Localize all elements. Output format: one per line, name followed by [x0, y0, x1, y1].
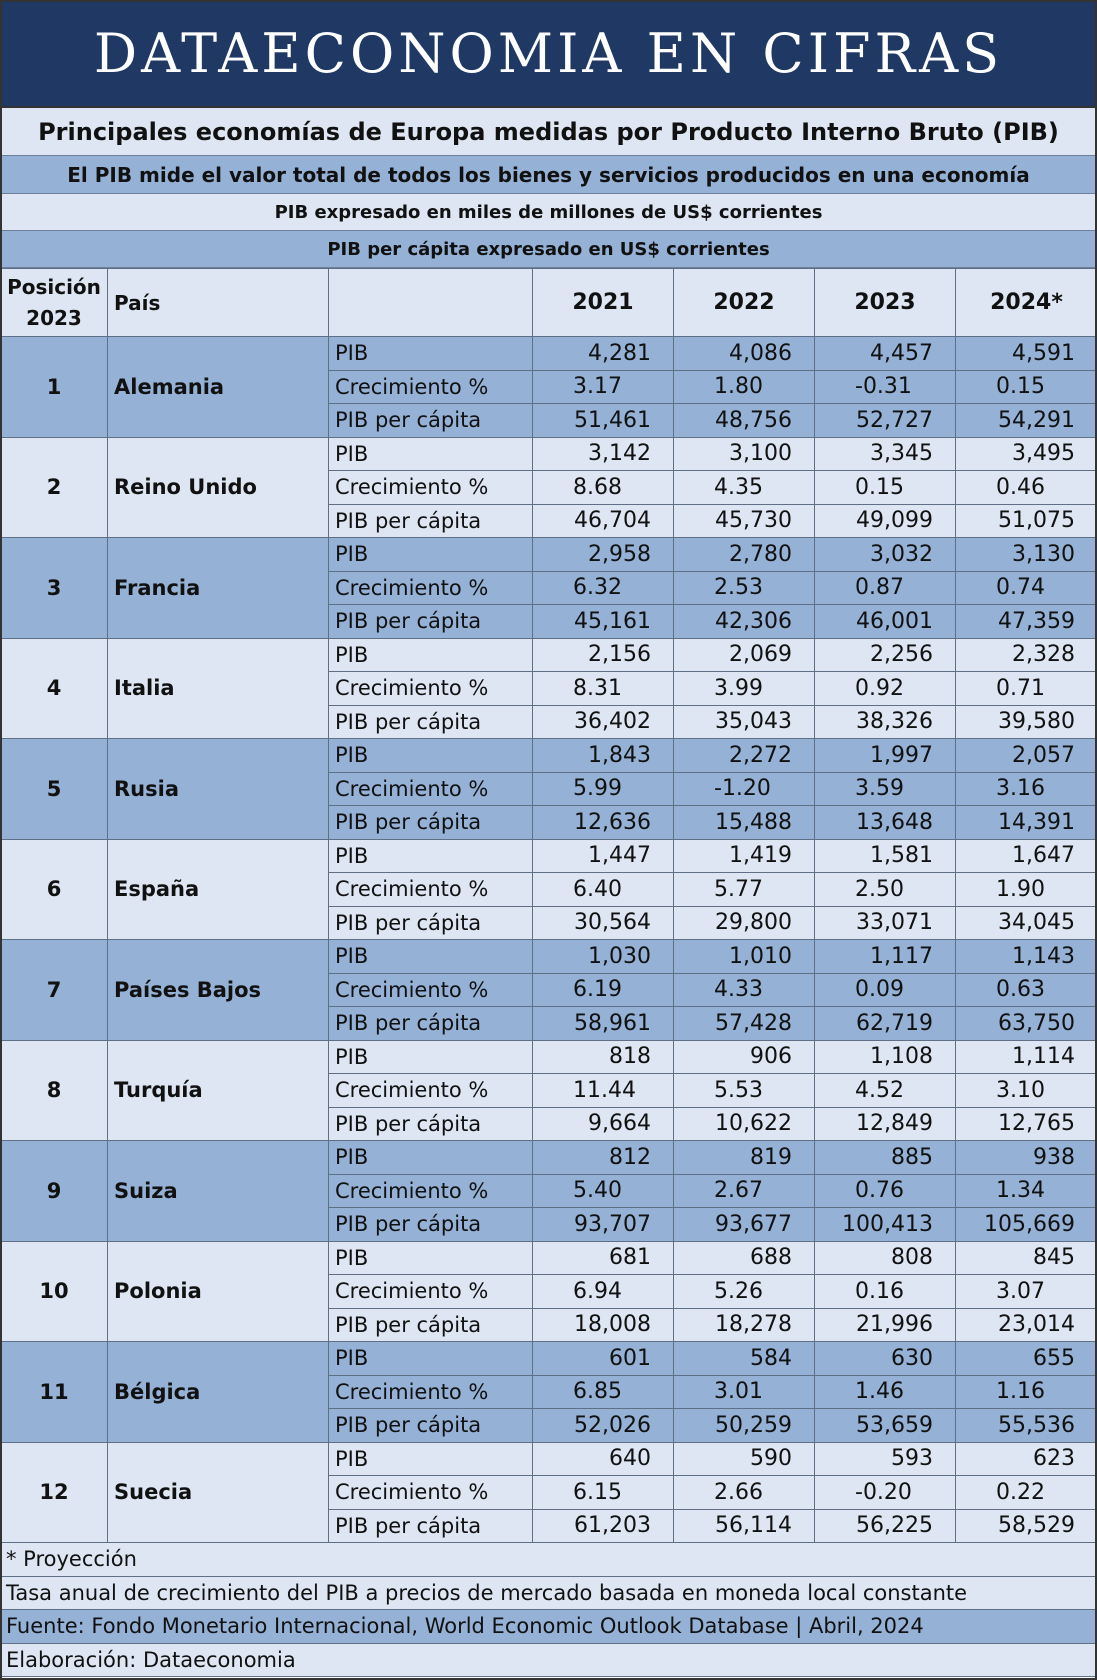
- value-cell: 30,564: [533, 906, 674, 940]
- value-cell: 655: [956, 1342, 1097, 1376]
- value-cell: 58,529: [956, 1509, 1097, 1543]
- value-cell: 49,099: [815, 504, 956, 538]
- value-cell: 6.32: [533, 571, 674, 605]
- value-cell: 0.46: [956, 471, 1097, 505]
- value-cell: 6.85: [533, 1375, 674, 1409]
- value-cell: 630: [815, 1342, 956, 1376]
- country-cell: Italia: [108, 638, 329, 739]
- value-cell: 53,659: [815, 1409, 956, 1443]
- value-cell: 2,057: [956, 739, 1097, 773]
- value-cell: 5.77: [674, 873, 815, 907]
- value-cell: 12,636: [533, 806, 674, 840]
- description: El PIB mide el valor total de todos los bienes y servicios producidos en una economía: [0, 156, 1097, 194]
- value-cell: 33,071: [815, 906, 956, 940]
- country-cell: Francia: [108, 538, 329, 639]
- rank-cell: 9: [1, 1141, 108, 1242]
- value-cell: 45,730: [674, 504, 815, 538]
- table-row: [1, 1342, 1097, 1376]
- value-cell: 36,402: [533, 705, 674, 739]
- metric-label: Crecimiento %: [329, 1476, 533, 1510]
- value-cell: 14,391: [956, 806, 1097, 840]
- value-cell: 3.99: [674, 672, 815, 706]
- value-cell: 51,075: [956, 504, 1097, 538]
- table-row: [1, 638, 1097, 672]
- value-cell: 3,032: [815, 538, 956, 572]
- value-cell: 50,259: [674, 1409, 815, 1443]
- value-cell: 0.92: [815, 672, 956, 706]
- value-cell: 2.67: [674, 1174, 815, 1208]
- metric-label: PIB: [329, 1040, 533, 1074]
- value-cell: 3.17: [533, 370, 674, 404]
- value-cell: 5.99: [533, 772, 674, 806]
- value-cell: 0.87: [815, 571, 956, 605]
- value-cell: 4,281: [533, 337, 674, 371]
- value-cell: 18,278: [674, 1308, 815, 1342]
- footnote-credit: Elaboración: Dataeconomia: [0, 1644, 1097, 1678]
- value-cell: 0.15: [815, 471, 956, 505]
- rank-cell: 3: [1, 538, 108, 639]
- value-cell: 29,800: [674, 906, 815, 940]
- value-cell: 1,843: [533, 739, 674, 773]
- country-cell: Bélgica: [108, 1342, 329, 1443]
- value-cell: 0.15: [956, 370, 1097, 404]
- metric-label: Crecimiento %: [329, 370, 533, 404]
- metric-label: Crecimiento %: [329, 672, 533, 706]
- metric-label: PIB per cápita: [329, 1509, 533, 1543]
- value-cell: 52,026: [533, 1409, 674, 1443]
- table-row: [1, 1040, 1097, 1074]
- value-cell: 100,413: [815, 1208, 956, 1242]
- value-cell: 46,001: [815, 605, 956, 639]
- country-cell: Suecia: [108, 1442, 329, 1543]
- value-cell: 4.33: [674, 973, 815, 1007]
- footnote-growth: Tasa anual de crecimiento del PIB a precios de mercado basada en moneda local constante: [0, 1577, 1097, 1611]
- value-cell: 58,961: [533, 1007, 674, 1041]
- value-cell: 0.16: [815, 1275, 956, 1309]
- table-row: [1, 1241, 1097, 1275]
- metric-label: Crecimiento %: [329, 873, 533, 907]
- metric-label: PIB per cápita: [329, 605, 533, 639]
- value-cell: 1,117: [815, 940, 956, 974]
- col-header-country: País: [108, 269, 329, 337]
- value-cell: 0.71: [956, 672, 1097, 706]
- value-cell: 51,461: [533, 404, 674, 438]
- value-cell: -0.20: [815, 1476, 956, 1510]
- value-cell: 93,677: [674, 1208, 815, 1242]
- value-cell: 0.74: [956, 571, 1097, 605]
- value-cell: 2.50: [815, 873, 956, 907]
- col-header-year: 2023: [815, 269, 956, 337]
- value-cell: 2,156: [533, 638, 674, 672]
- metric-label: PIB per cápita: [329, 404, 533, 438]
- note-per-capita-units: PIB per cápita expresado en US$ corrientes: [0, 231, 1097, 268]
- value-cell: 1,647: [956, 839, 1097, 873]
- rank-cell: 5: [1, 739, 108, 840]
- metric-label: PIB: [329, 940, 533, 974]
- value-cell: 38,326: [815, 705, 956, 739]
- value-cell: 1,581: [815, 839, 956, 873]
- table-row: [1, 739, 1097, 773]
- value-cell: 0.09: [815, 973, 956, 1007]
- country-cell: Polonia: [108, 1241, 329, 1342]
- value-cell: 62,719: [815, 1007, 956, 1041]
- value-cell: 819: [674, 1141, 815, 1175]
- value-cell: 1,114: [956, 1040, 1097, 1074]
- value-cell: 12,765: [956, 1107, 1097, 1141]
- col-header-position: Posición 2023: [1, 269, 108, 337]
- metric-label: PIB: [329, 638, 533, 672]
- value-cell: 623: [956, 1442, 1097, 1476]
- value-cell: 21,996: [815, 1308, 956, 1342]
- value-cell: 885: [815, 1141, 956, 1175]
- metric-label: Crecimiento %: [329, 1074, 533, 1108]
- metric-label: PIB: [329, 337, 533, 371]
- country-cell: Reino Unido: [108, 437, 329, 538]
- value-cell: 6.40: [533, 873, 674, 907]
- value-cell: 590: [674, 1442, 815, 1476]
- value-cell: 56,225: [815, 1509, 956, 1543]
- value-cell: 3.59: [815, 772, 956, 806]
- value-cell: 47,359: [956, 605, 1097, 639]
- value-cell: 46,704: [533, 504, 674, 538]
- country-cell: Rusia: [108, 739, 329, 840]
- metric-label: PIB per cápita: [329, 705, 533, 739]
- footnote-source: Fuente: Fondo Monetario Internacional, World Economic Outlook Database | Abril, 2024: [0, 1610, 1097, 1644]
- metric-label: PIB: [329, 1141, 533, 1175]
- metric-label: PIB per cápita: [329, 1308, 533, 1342]
- value-cell: 63,750: [956, 1007, 1097, 1041]
- metric-label: Crecimiento %: [329, 973, 533, 1007]
- metric-label: PIB per cápita: [329, 504, 533, 538]
- value-cell: 1,010: [674, 940, 815, 974]
- value-cell: 61,203: [533, 1509, 674, 1543]
- metric-label: PIB: [329, 839, 533, 873]
- rank-cell: 6: [1, 839, 108, 940]
- value-cell: 6.94: [533, 1275, 674, 1309]
- value-cell: 1.16: [956, 1375, 1097, 1409]
- col-header-year: 2022: [674, 269, 815, 337]
- metric-label: PIB: [329, 1442, 533, 1476]
- value-cell: -1.20: [674, 772, 815, 806]
- value-cell: 584: [674, 1342, 815, 1376]
- value-cell: 1,030: [533, 940, 674, 974]
- value-cell: 93,707: [533, 1208, 674, 1242]
- table-row: [1, 437, 1097, 471]
- value-cell: 2,272: [674, 739, 815, 773]
- value-cell: 55,536: [956, 1409, 1097, 1443]
- value-cell: 845: [956, 1241, 1097, 1275]
- value-cell: 1.34: [956, 1174, 1097, 1208]
- metric-label: PIB: [329, 739, 533, 773]
- metric-label: PIB per cápita: [329, 1107, 533, 1141]
- rank-cell: 8: [1, 1040, 108, 1141]
- rank-cell: 11: [1, 1342, 108, 1443]
- metric-label: PIB: [329, 437, 533, 471]
- table-row: [1, 1442, 1097, 1476]
- value-cell: 3,345: [815, 437, 956, 471]
- value-cell: 12,849: [815, 1107, 956, 1141]
- rank-cell: 12: [1, 1442, 108, 1543]
- metric-label: PIB per cápita: [329, 1409, 533, 1443]
- country-cell: España: [108, 839, 329, 940]
- value-cell: 3.10: [956, 1074, 1097, 1108]
- value-cell: 3.01: [674, 1375, 815, 1409]
- value-cell: 2,958: [533, 538, 674, 572]
- value-cell: 1.46: [815, 1375, 956, 1409]
- value-cell: 4,086: [674, 337, 815, 371]
- banner: [0, 0, 1097, 108]
- metric-label: PIB: [329, 1342, 533, 1376]
- table-row: [1, 1141, 1097, 1175]
- value-cell: 906: [674, 1040, 815, 1074]
- value-cell: 4.52: [815, 1074, 956, 1108]
- value-cell: 808: [815, 1241, 956, 1275]
- value-cell: 3.16: [956, 772, 1097, 806]
- table-row: [1, 940, 1097, 974]
- value-cell: 35,043: [674, 705, 815, 739]
- value-cell: 13,648: [815, 806, 956, 840]
- metric-label: Crecimiento %: [329, 571, 533, 605]
- value-cell: 34,045: [956, 906, 1097, 940]
- value-cell: 9,664: [533, 1107, 674, 1141]
- value-cell: 105,669: [956, 1208, 1097, 1242]
- value-cell: 3,100: [674, 437, 815, 471]
- value-cell: 1,997: [815, 739, 956, 773]
- rank-cell: 2: [1, 437, 108, 538]
- value-cell: 4.35: [674, 471, 815, 505]
- table-body: [1, 337, 1097, 1543]
- metric-label: Crecimiento %: [329, 1275, 533, 1309]
- value-cell: 1,419: [674, 839, 815, 873]
- value-cell: 8.68: [533, 471, 674, 505]
- subtitle: Principales economías de Europa medidas por Producto Interno Bruto (PIB): [0, 108, 1097, 156]
- table-row: [1, 538, 1097, 572]
- metric-label: PIB: [329, 1241, 533, 1275]
- value-cell: 8.31: [533, 672, 674, 706]
- value-cell: 2,256: [815, 638, 956, 672]
- rank-cell: 4: [1, 638, 108, 739]
- value-cell: 56,114: [674, 1509, 815, 1543]
- col-header-metric: [329, 269, 533, 337]
- metric-label: PIB: [329, 538, 533, 572]
- value-cell: 42,306: [674, 605, 815, 639]
- value-cell: 2,069: [674, 638, 815, 672]
- metric-label: PIB per cápita: [329, 806, 533, 840]
- value-cell: 23,014: [956, 1308, 1097, 1342]
- value-cell: 593: [815, 1442, 956, 1476]
- value-cell: 3.07: [956, 1275, 1097, 1309]
- value-cell: 6.19: [533, 973, 674, 1007]
- value-cell: 5.26: [674, 1275, 815, 1309]
- country-cell: Suiza: [108, 1141, 329, 1242]
- metric-label: Crecimiento %: [329, 471, 533, 505]
- country-cell: Alemania: [108, 337, 329, 438]
- value-cell: 3,495: [956, 437, 1097, 471]
- value-cell: 1,447: [533, 839, 674, 873]
- table-header-row: [1, 269, 1097, 337]
- value-cell: 2,780: [674, 538, 815, 572]
- value-cell: 601: [533, 1342, 674, 1376]
- value-cell: 818: [533, 1040, 674, 1074]
- value-cell: 18,008: [533, 1308, 674, 1342]
- value-cell: 2.53: [674, 571, 815, 605]
- note-pib-units: PIB expresado en miles de millones de US$ corrientes: [0, 194, 1097, 231]
- value-cell: 48,756: [674, 404, 815, 438]
- metric-label: Crecimiento %: [329, 772, 533, 806]
- value-cell: 2,328: [956, 638, 1097, 672]
- value-cell: 5.40: [533, 1174, 674, 1208]
- value-cell: 54,291: [956, 404, 1097, 438]
- value-cell: 0.22: [956, 1476, 1097, 1510]
- value-cell: 57,428: [674, 1007, 815, 1041]
- value-cell: 0.76: [815, 1174, 956, 1208]
- rank-cell: 10: [1, 1241, 108, 1342]
- value-cell: 3,142: [533, 437, 674, 471]
- metric-label: Crecimiento %: [329, 1375, 533, 1409]
- value-cell: 52,727: [815, 404, 956, 438]
- value-cell: 640: [533, 1442, 674, 1476]
- gdp-table: [0, 268, 1097, 1543]
- metric-label: PIB per cápita: [329, 1208, 533, 1242]
- value-cell: -0.31: [815, 370, 956, 404]
- rank-cell: 1: [1, 337, 108, 438]
- value-cell: 1.80: [674, 370, 815, 404]
- country-cell: Turquía: [108, 1040, 329, 1141]
- rank-cell: 7: [1, 940, 108, 1041]
- value-cell: 4,457: [815, 337, 956, 371]
- metric-label: Crecimiento %: [329, 1174, 533, 1208]
- value-cell: 2.66: [674, 1476, 815, 1510]
- value-cell: 0.63: [956, 973, 1097, 1007]
- value-cell: 6.15: [533, 1476, 674, 1510]
- col-header-year: 2024*: [956, 269, 1097, 337]
- value-cell: 681: [533, 1241, 674, 1275]
- value-cell: 10,622: [674, 1107, 815, 1141]
- value-cell: 688: [674, 1241, 815, 1275]
- value-cell: 3,130: [956, 538, 1097, 572]
- metric-label: PIB per cápita: [329, 1007, 533, 1041]
- footnote-projection: * Proyección: [0, 1543, 1097, 1577]
- table-row: [1, 839, 1097, 873]
- value-cell: 1.90: [956, 873, 1097, 907]
- value-cell: 1,108: [815, 1040, 956, 1074]
- value-cell: 1,143: [956, 940, 1097, 974]
- value-cell: 5.53: [674, 1074, 815, 1108]
- value-cell: 45,161: [533, 605, 674, 639]
- value-cell: 15,488: [674, 806, 815, 840]
- banner-title: DATAECONOMIA EN CIFRAS: [93, 21, 1004, 85]
- value-cell: 4,591: [956, 337, 1097, 371]
- value-cell: 938: [956, 1141, 1097, 1175]
- value-cell: 11.44: [533, 1074, 674, 1108]
- value-cell: 39,580: [956, 705, 1097, 739]
- value-cell: 812: [533, 1141, 674, 1175]
- col-header-year: 2021: [533, 269, 674, 337]
- metric-label: PIB per cápita: [329, 906, 533, 940]
- country-cell: Países Bajos: [108, 940, 329, 1041]
- table-row: [1, 337, 1097, 371]
